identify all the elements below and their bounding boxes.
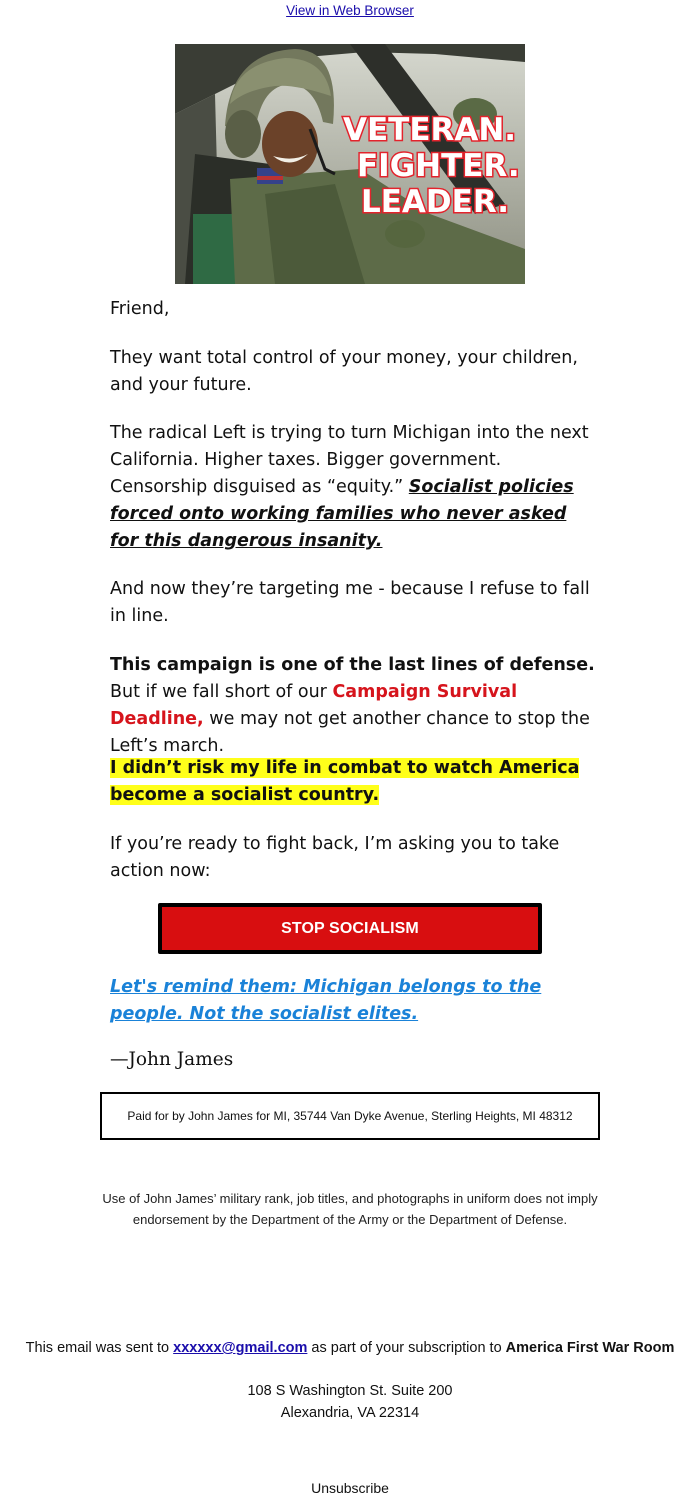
- footer-subscription-line: [0, 1340, 700, 1356]
- footer-sent-prefix: This email was sent to: [25, 1340, 170, 1356]
- letter-highlight: [110, 755, 595, 809]
- address-line-1: 108 S Washington St. Suite 200: [247, 1383, 453, 1399]
- signature: —John James: [110, 1049, 234, 1070]
- socialist-policies-link[interactable]: Socialist policies forced onto working families who never asked for this dangerous insanity.: [110, 477, 574, 551]
- letter-paragraph-3: [110, 576, 595, 630]
- closing-link[interactable]: Let's remind them: Michigan belongs to the people. Not the socialist elites.: [110, 977, 542, 1024]
- letter-paragraph-4: [110, 652, 595, 760]
- paragraph-6-text: If you’re ready to fight back, I’m asking you to take action now:: [110, 834, 560, 881]
- highlighted-statement: I didn’t risk my life in combat to watch America become a socialist country.: [110, 758, 580, 805]
- greeting-text: Friend,: [110, 299, 170, 319]
- hero-line-2: FIGHTER.: [357, 148, 520, 184]
- footer-address: [0, 1380, 700, 1424]
- letter-paragraph-2: [110, 420, 595, 555]
- military-disclaimer: Use of John James’ military rank, job titles, and photographs in uniform does not imply endorsement by the Department of the Army or the Department of Defense.: [102, 1191, 598, 1227]
- paragraph-2-text: The radical Left is trying to turn Michigan into the next California. Higher taxes. Bigger government. Censorship disguised as “equity.”: [110, 423, 589, 497]
- address-line-2: Alexandria, VA 22314: [280, 1405, 420, 1421]
- letter-greeting: [110, 296, 595, 323]
- hero-image: [175, 44, 525, 284]
- unsubscribe-bar: [0, 1480, 700, 1496]
- footer-org-name: America First War Room: [505, 1340, 675, 1356]
- paragraph-4-end: we may not get another chance to stop the Left’s march.: [110, 709, 590, 756]
- hero-line-3: LEADER.: [361, 184, 510, 220]
- recipient-email-link[interactable]: xxxxxx@gmail.com: [173, 1340, 308, 1356]
- view-in-browser-link[interactable]: View in Web Browser: [286, 3, 414, 18]
- paid-for-text: Paid for by John James for MI, 35744 Van Dyke Avenue, Sterling Heights, MI 48312: [127, 1109, 573, 1123]
- letter-paragraph-6: [110, 831, 595, 885]
- paragraph-3-text: And now they’re targeting me - because I refuse to fall in line.: [110, 579, 590, 626]
- paragraph-4-mid: But if we fall short of our: [110, 682, 327, 702]
- pilot-cockpit-photo: [175, 44, 525, 284]
- unsubscribe-link[interactable]: Unsubscribe: [311, 1480, 389, 1496]
- hero-line-1: VETERAN.: [343, 112, 517, 148]
- paragraph-1-text: They want total control of your money, your children, and your future.: [110, 348, 578, 395]
- stop-socialism-button[interactable]: STOP SOCIALISM: [158, 903, 542, 954]
- paid-for-box: [100, 1092, 600, 1140]
- footer-sent-middle: as part of your subscription to: [311, 1340, 502, 1356]
- survival-deadline-text: Campaign Survival Deadline,: [110, 682, 518, 729]
- paragraph-4-bold: This campaign is one of the last lines of defense.: [110, 655, 595, 675]
- web-view-bar: [0, 3, 700, 18]
- letter-paragraph-1: [110, 345, 595, 399]
